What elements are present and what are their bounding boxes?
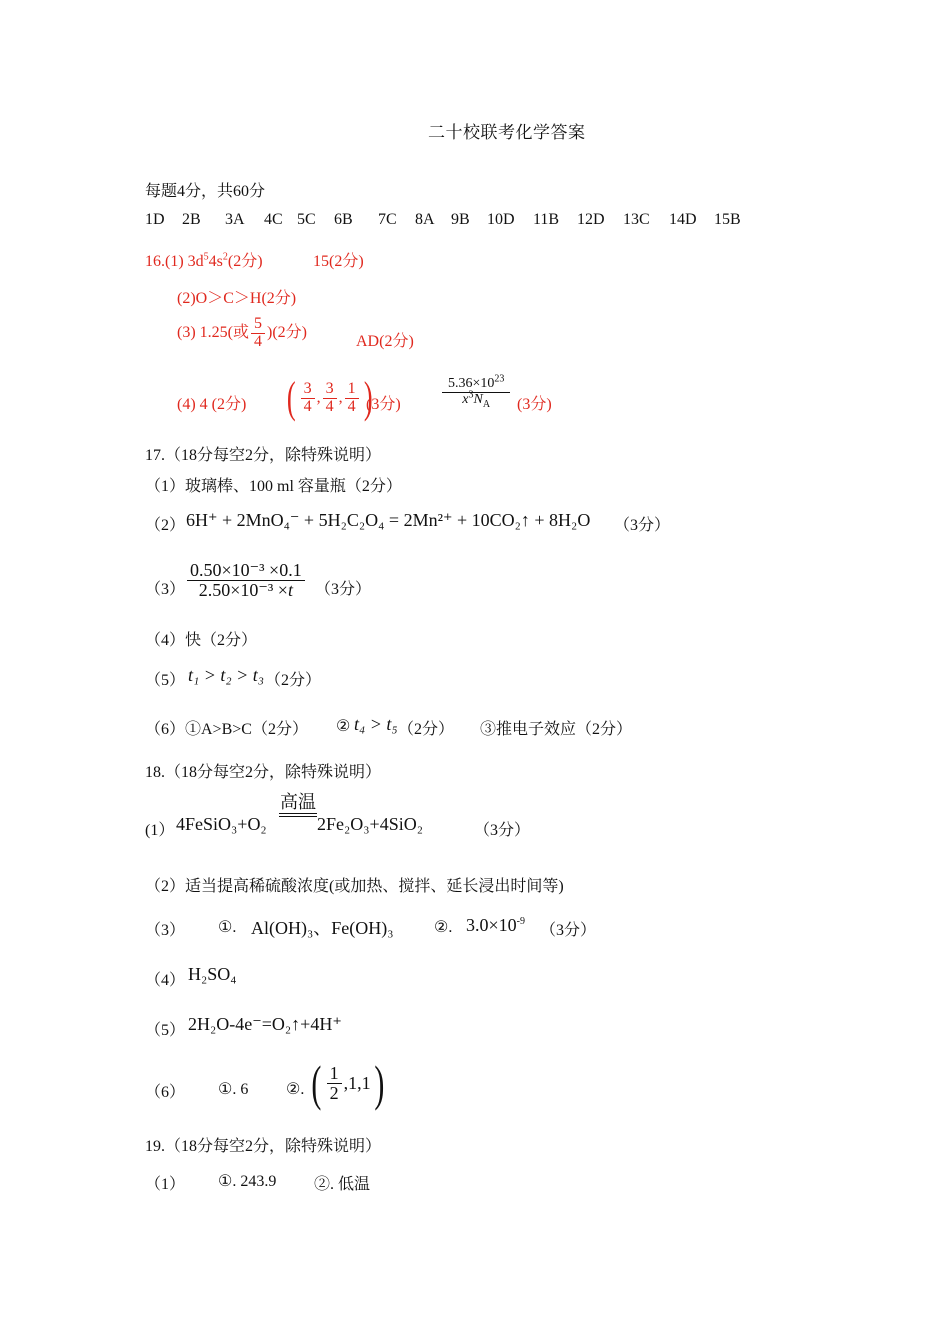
q17-part5-inequality: t₁ > t₂ > t₃ [188,665,265,685]
fraction-numerator: 0.50×10⁻³ ×0.1 [187,561,305,581]
left-paren: ( [286,373,296,422]
reaction-condition: 高温 [280,792,316,812]
q18-part2: （2）适当提高稀硫酸浓度(或加热、搅拌、延长浸出时间等) [145,878,564,895]
q17-part6-c: ③推电子效应（2分） [480,721,633,738]
reaction-arrow [279,793,317,817]
q18-part3-score: （3分） [540,922,597,939]
q18-part6-b [308,1055,387,1111]
fraction-denominator: 4 [254,332,262,350]
exponent: -9 [516,916,525,927]
q18-part3-a-label: ①. [218,919,237,936]
fraction [327,1064,342,1103]
coordinate-tuple: ( $\frac{3}{4}$ , $\frac{3}{4}$ , $\frac{1}{4}$ ) [286,373,373,422]
q17-part5-label: （5） [145,672,186,689]
q17-part2-label: （2） [145,517,186,534]
numerator-text: 5.36×10 [448,376,495,391]
q17-part3-formula [185,561,307,600]
double-bar [279,813,317,817]
fraction-numerator: 1 [345,381,359,399]
q19-heading: 19.（18分每空2分，除特殊说明） [145,1138,382,1155]
mc-answer: 8A [415,211,435,228]
fraction [345,381,359,416]
q19-part1-label: （1） [145,1176,186,1193]
subscript: A [482,398,491,410]
exponent: 3 [468,389,474,401]
q17-part3-score: （3分） [315,581,372,598]
mc-answer: 2B [182,211,201,228]
q18-part3-b-value: 3.0×10 [466,915,517,935]
q18-part3-b-label: ②. [434,919,453,936]
fraction [301,381,315,416]
fraction-numerator: 3 [301,381,315,399]
page-title: 二十校联考化学答案 [428,123,586,142]
fraction-numerator [442,373,510,393]
denominator-text: 2.50×10⁻³ × [198,579,288,600]
mc-answer: 7C [378,211,397,228]
exponent: 23 [494,373,505,385]
mc-answer: 4C [264,211,283,228]
fraction-denominator: 2 [329,1082,339,1103]
q16-part4-formula [440,373,512,410]
q18-part1-left: 4FeSiO₃+O₂ [176,814,267,834]
q17-part5-score: （2分） [265,672,322,689]
q16-part1-b: 15(2分) [313,253,364,270]
q16-part4-score-2: (3分) [517,396,552,413]
mc-answer: 14D [669,211,697,228]
q16-part4-score: (3分) [366,396,401,413]
variable-n: N [473,391,483,407]
q18-part6-label: （6） [145,1084,186,1101]
variable-t: t [287,579,293,600]
q16-part4-coords [284,373,375,422]
q17-heading: 17.（18分每空2分，除特殊说明） [145,447,382,464]
ratio-tuple [308,1055,387,1111]
mc-answer: 3A [225,211,245,228]
mc-answer: 9B [451,211,470,228]
q18-part1-label: (1） [145,822,175,839]
q18-part4-label: （4） [145,972,186,989]
q16-part1-score: (2分) [227,253,263,270]
mc-answer: 13C [623,211,650,228]
q16-part1 [145,248,263,271]
fraction-denominator [196,581,296,600]
q18-part4: H₂SO₄ [188,964,237,984]
q18-part5-label: （5） [145,1022,186,1039]
fraction [323,381,337,416]
mc-answer: 1D [145,211,165,228]
q18-part5: 2H₂O-4e⁻=O₂↑+4H⁺ [188,1014,342,1034]
mc-answer: 5C [297,211,316,228]
q18-part6-a: ①. 6 [218,1081,249,1098]
q16-part1-mid: 4s [208,253,223,270]
q19-part1-b: ②. 低温 [314,1176,371,1193]
q17-part1: （1）玻璃棒、100 ml 容量瓶（2分） [145,478,402,495]
q18-part1-right: 2Fe₂O₃+4SiO₂ [317,814,423,834]
q18-part1-score: （3分） [474,822,531,839]
fraction-denominator: 4 [347,397,356,415]
q17-part6-b-label: ② [336,718,351,735]
density-fraction [442,373,510,410]
variable-x: x [462,391,469,407]
q19-part1-a: ①. 243.9 [218,1173,277,1190]
q17-part6-b-score: （2分） [398,721,455,738]
left-paren: ( [311,1055,322,1111]
fraction [251,316,265,351]
q18-heading: 18.（18分每空2分，除特殊说明） [145,764,382,781]
rate-fraction [187,561,305,600]
fraction-denominator: 4 [303,397,312,415]
fraction-denominator [459,389,493,410]
q17-part2-score: （3分） [614,517,671,534]
mc-answer: 11B [533,211,560,228]
q17-part4: （4）快（2分） [145,632,258,649]
q16-part3-text: (3) 1.25(或 [177,323,249,341]
q17-part3-label: （3） [145,581,186,598]
ratio-rest: ,1,1 [343,1072,371,1093]
q18-part3-a: Al(OH)₃、Fe(OH)₃ [251,918,394,938]
fraction-denominator: 4 [325,397,334,415]
q16-part3-score: )(2分) [267,323,307,341]
mc-answer: 6B [334,211,353,228]
fraction-numerator: 3 [323,381,337,399]
q18-part1-condition [278,793,318,817]
q16-part4-a: (4) 4 (2分) [177,396,247,413]
mc-answer: 10D [487,211,515,228]
q17-part6-b-inequality: t₄ > t₅ [354,714,398,734]
q17-part2-equation: 6H⁺ + 2MnO₄⁻ + 5H₂C₂O₄ = 2Mn²⁺ + 10CO₂↑ + 8H₂O [186,510,591,530]
mc-answer: 15B [714,211,741,228]
q16-part3 [177,316,307,351]
q16-sup: 5 [203,251,209,263]
q18-part3-label: （3） [145,922,186,939]
q16-sup: 2 [222,251,228,263]
q17-part6-a: （6）①A>B>C（2分） [145,721,308,738]
q16-part3-b: AD(2分) [356,333,414,350]
intro-line: 每题4分，共60分 [145,183,266,200]
q18-part3-b [466,915,525,936]
fraction-numerator: 5 [251,316,265,334]
mc-answer: 12D [577,211,605,228]
q18-part6-b-label: ②. [286,1081,305,1098]
right-paren: ) [373,1055,384,1111]
fraction-numerator: 1 [327,1064,342,1084]
q16-part1-text: 16.(1) 3d [145,253,204,270]
right-paren: ) [363,373,373,422]
q16-part2: (2)O＞C＞H(2分) [177,290,297,307]
